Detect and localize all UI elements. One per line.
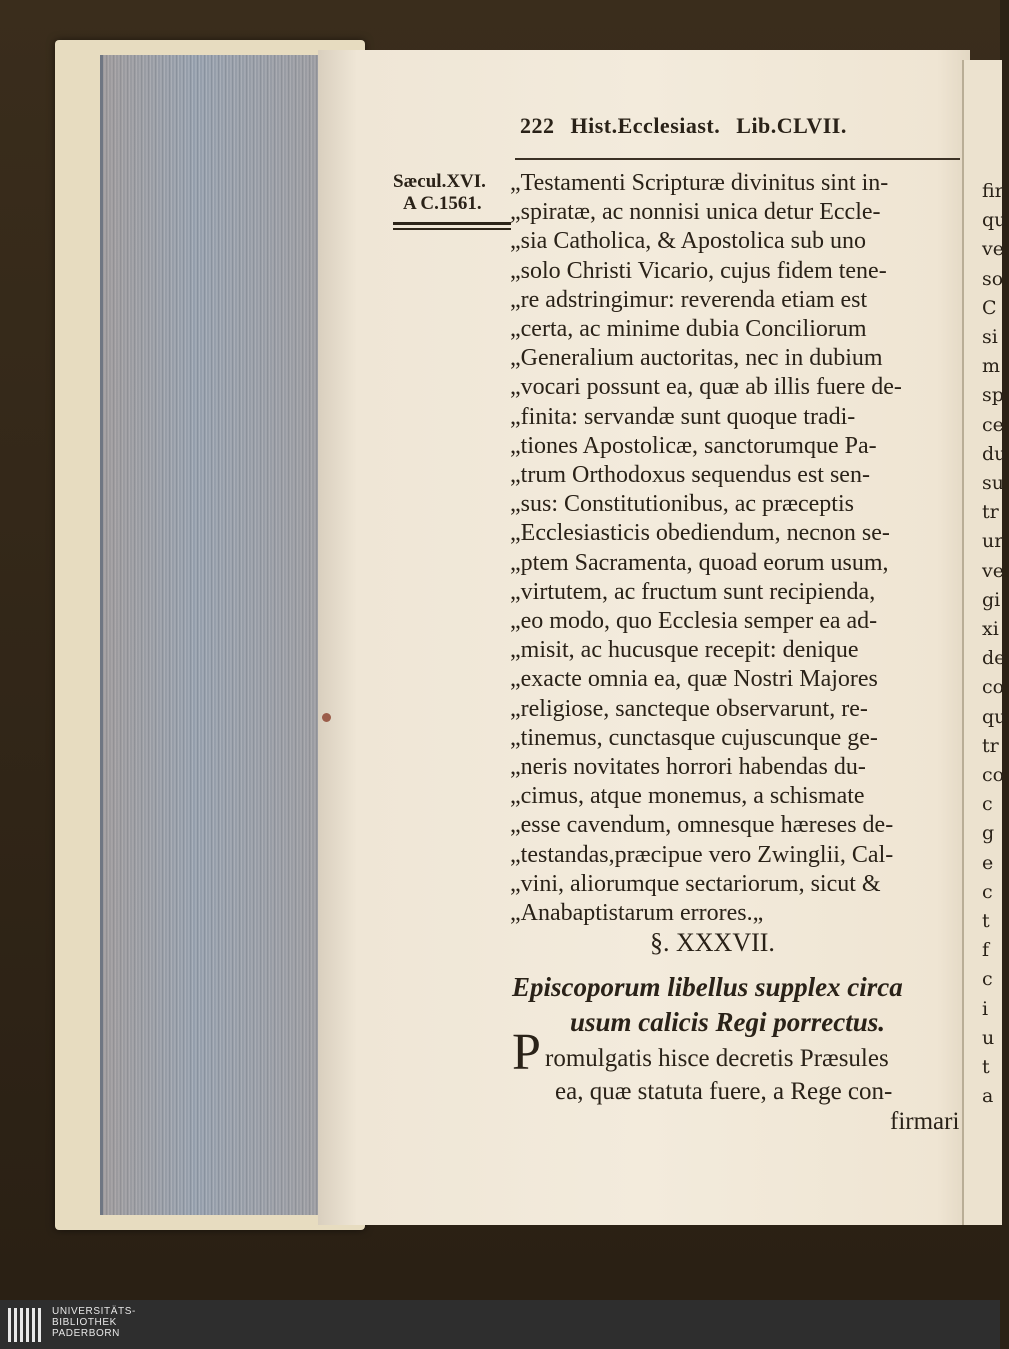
text-line: „sus: Constitutionibus, ac præceptis <box>510 491 854 518</box>
page-edges <box>100 55 335 1215</box>
text-line: „Anabaptistarum errores.„ <box>510 900 764 926</box>
next-page-fragment: t <box>982 910 990 932</box>
paragraph-line-2: ea, quæ statuta fuere, a Rege con- <box>555 1078 893 1105</box>
next-page-fragment: tr <box>982 501 999 524</box>
next-page-fragment: co <box>982 676 1005 699</box>
next-page-fragment: su <box>982 472 1004 494</box>
next-page-fragment: u <box>982 1026 995 1049</box>
header-rule <box>515 158 960 160</box>
text-line: „solo Christi Vicario, cujus fidem tene- <box>510 257 887 284</box>
text-line: „virtutem, ac fructum sunt recipienda, <box>510 578 876 605</box>
next-page-fragment: a <box>982 1085 994 1108</box>
next-page-fragment: i <box>982 997 989 1020</box>
next-page-fragment: c <box>982 968 993 991</box>
library-name <box>52 1306 136 1339</box>
library-name-line-2: BIBLIOTHEK <box>52 1317 117 1328</box>
running-title: Hist.Ecclesiast. <box>570 113 721 138</box>
book-number: Lib.CLVII. <box>736 113 847 138</box>
text-line: „testandas,præcipue vero Zwinglii, Cal- <box>510 841 894 868</box>
margin-year: A C.1561. <box>403 193 482 214</box>
next-page-fragment: sol <box>982 267 1009 290</box>
next-page-fragment: c <box>982 793 993 816</box>
text-line: „misit, ac hucusque recepit: denique <box>510 637 859 664</box>
next-page-fragment: de <box>982 647 1006 670</box>
page-number: 222 <box>520 113 555 138</box>
next-page-fragment: qu <box>982 209 1007 232</box>
text-line: „certa, ac minime dubia Conciliorum <box>510 316 867 342</box>
next-page-fragment: ve <box>982 238 1004 261</box>
next-page-fragment: c <box>982 880 993 903</box>
library-name-line-3: PADERBORN <box>52 1328 121 1339</box>
section-title-line-1: Episcoporum libellus supplex circa <box>512 972 903 1002</box>
library-footer <box>0 1300 1000 1349</box>
text-line: „finita: servandæ sunt quoque tradi- <box>510 403 856 430</box>
next-page-fragment: du <box>982 442 1007 465</box>
next-page-fragment: qu <box>982 705 1007 728</box>
text-line: „religiose, sancteque observarunt, re- <box>510 695 868 722</box>
library-logo-icon <box>8 1308 42 1342</box>
next-page-fragment: C <box>982 296 997 319</box>
text-line: „re adstringimur: reverenda etiam est <box>510 286 868 313</box>
next-page-fragment: xi <box>982 618 999 640</box>
next-page-fragment: si <box>982 326 998 348</box>
text-line: „cimus, atque monemus, a schismate <box>510 783 865 810</box>
text-line: „esse cavendum, omnesque hæreses de- <box>510 812 894 839</box>
next-page-strip <box>962 60 1009 1225</box>
text-line: „tinemus, cunctasque cujuscunque ge- <box>510 724 878 751</box>
paragraph-line-1: romulgatis hisce decretis Præsules <box>545 1045 889 1072</box>
next-page-fragment: ur <box>982 530 1004 553</box>
margin-rule <box>393 222 511 225</box>
text-line: „sia Catholica, & Apostolica sub uno <box>510 228 866 255</box>
next-page-fragment: g <box>982 822 995 845</box>
text-line: „trum Orthodoxus sequendus est sen- <box>510 462 870 488</box>
library-name-line-1: UNIVERSITÄTS- <box>52 1306 136 1317</box>
drop-capital: P <box>512 1024 541 1081</box>
text-line: „Ecclesiasticis obediendum, necnon se- <box>510 520 890 547</box>
text-line: „eo modo, quo Ecclesia semper ea ad- <box>510 608 878 634</box>
text-line: „tiones Apostolicæ, sanctorumque Pa- <box>510 432 877 459</box>
next-page-fragment: co <box>982 764 1005 786</box>
text-line: „exacte omnia ea, quæ Nostri Majores <box>510 666 878 693</box>
text-line: „spiratæ, ac nonnisi unica detur Eccle- <box>510 199 881 226</box>
next-page-fragment: tr <box>982 734 999 757</box>
next-page-fragment: t <box>982 1056 990 1078</box>
next-page-fragment: fir <box>982 180 1004 202</box>
text-line: „Testamenti Scripturæ divinitus sint in- <box>510 170 889 196</box>
catchword: firmari <box>890 1108 960 1135</box>
next-page-fragment: sp <box>982 384 1004 407</box>
next-page-fragment: m <box>982 355 1001 378</box>
next-page-fragment: gi <box>982 588 1001 611</box>
next-page-fragment: ce <box>982 413 1004 436</box>
margin-century: Sæcul.XVI. <box>393 171 486 192</box>
text-line: „ptem Sacramenta, quoad eorum usum, <box>510 549 889 576</box>
margin-rule-second <box>393 228 511 230</box>
section-title-line-2: usum calicis Regi porrectus. <box>570 1007 886 1037</box>
text-line: „neris novitates horrori habendas du- <box>510 754 866 780</box>
text-line: „vini, aliorumque sectariorum, sicut & <box>510 870 881 897</box>
next-page-fragment: f <box>982 939 990 962</box>
ink-spot <box>322 713 331 722</box>
text-line: „vocari possunt ea, quæ ab illis fuere de- <box>510 374 902 401</box>
text-line: „Generalium auctoritas, nec in dubium <box>510 345 883 372</box>
section-heading: §. XXXVII. <box>650 928 775 957</box>
running-header <box>520 113 960 149</box>
next-page-fragment: e <box>982 851 994 874</box>
next-page-fragment: ve <box>982 559 1004 582</box>
